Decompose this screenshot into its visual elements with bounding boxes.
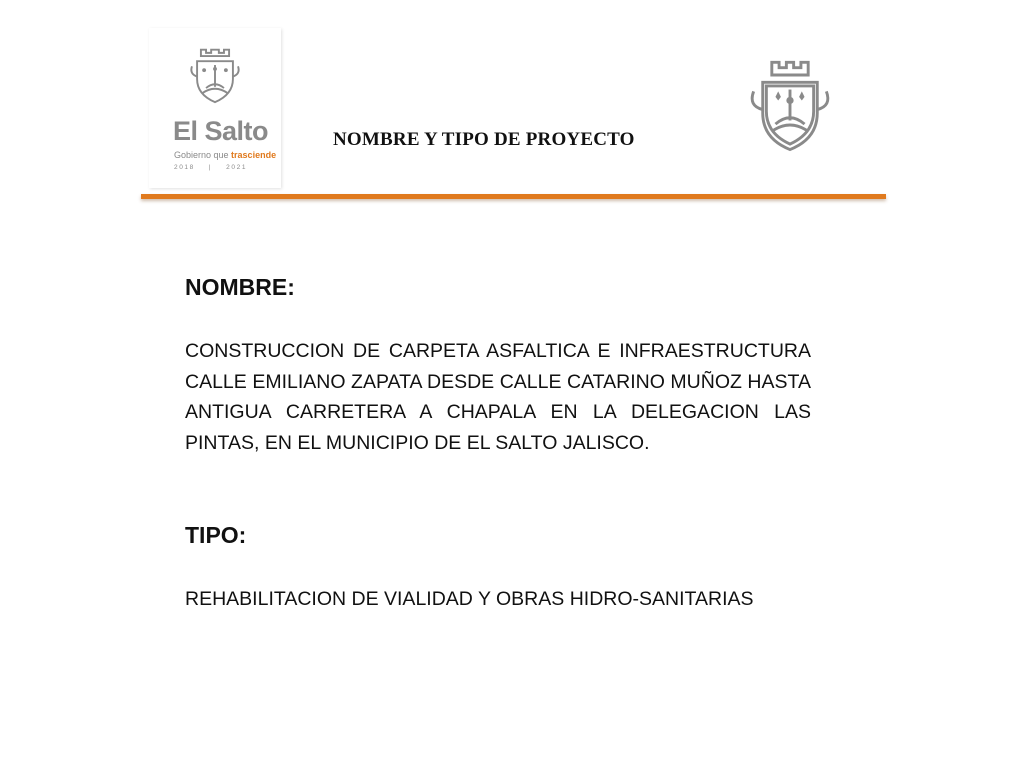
brand-year-start: 2018 (174, 164, 195, 171)
tipo-text: REHABILITACION DE VIALIDAD Y OBRAS HIDRO-SANITARIAS (185, 588, 754, 610)
nombre-text: CONSTRUCCION DE CARPETA ASFALTICA E INFRAESTRUCTURA CALLE EMILIANO ZAPATA DESDE CALLE CATARINO MUÑOZ HASTA ANTIGUA CARRETERA A CHAPALA EN LA DELEGACION LAS PINTAS, EN EL MUNICIPIO DE EL SALTO JALISCO. (185, 340, 811, 454)
brand-slogan-highlight: trasciende (231, 150, 277, 160)
brand-year-end: 2021 (226, 164, 248, 171)
crest-icon (183, 42, 247, 106)
coat-of-arms-icon (744, 55, 836, 155)
brand-year-separator: | (208, 164, 213, 171)
brand-years (174, 164, 261, 171)
nombre-heading: NOMBRE: (185, 274, 295, 300)
header-divider (141, 194, 886, 199)
page-title: NOMBRE Y TIPO DE PROYECTO (333, 129, 635, 150)
brand-slogan-prefix: Gobierno que (174, 150, 232, 160)
brand-logo-card (149, 28, 281, 188)
brand-slogan (174, 150, 276, 160)
brand-name: El Salto (173, 116, 269, 146)
tipo-heading: TIPO: (185, 522, 247, 548)
